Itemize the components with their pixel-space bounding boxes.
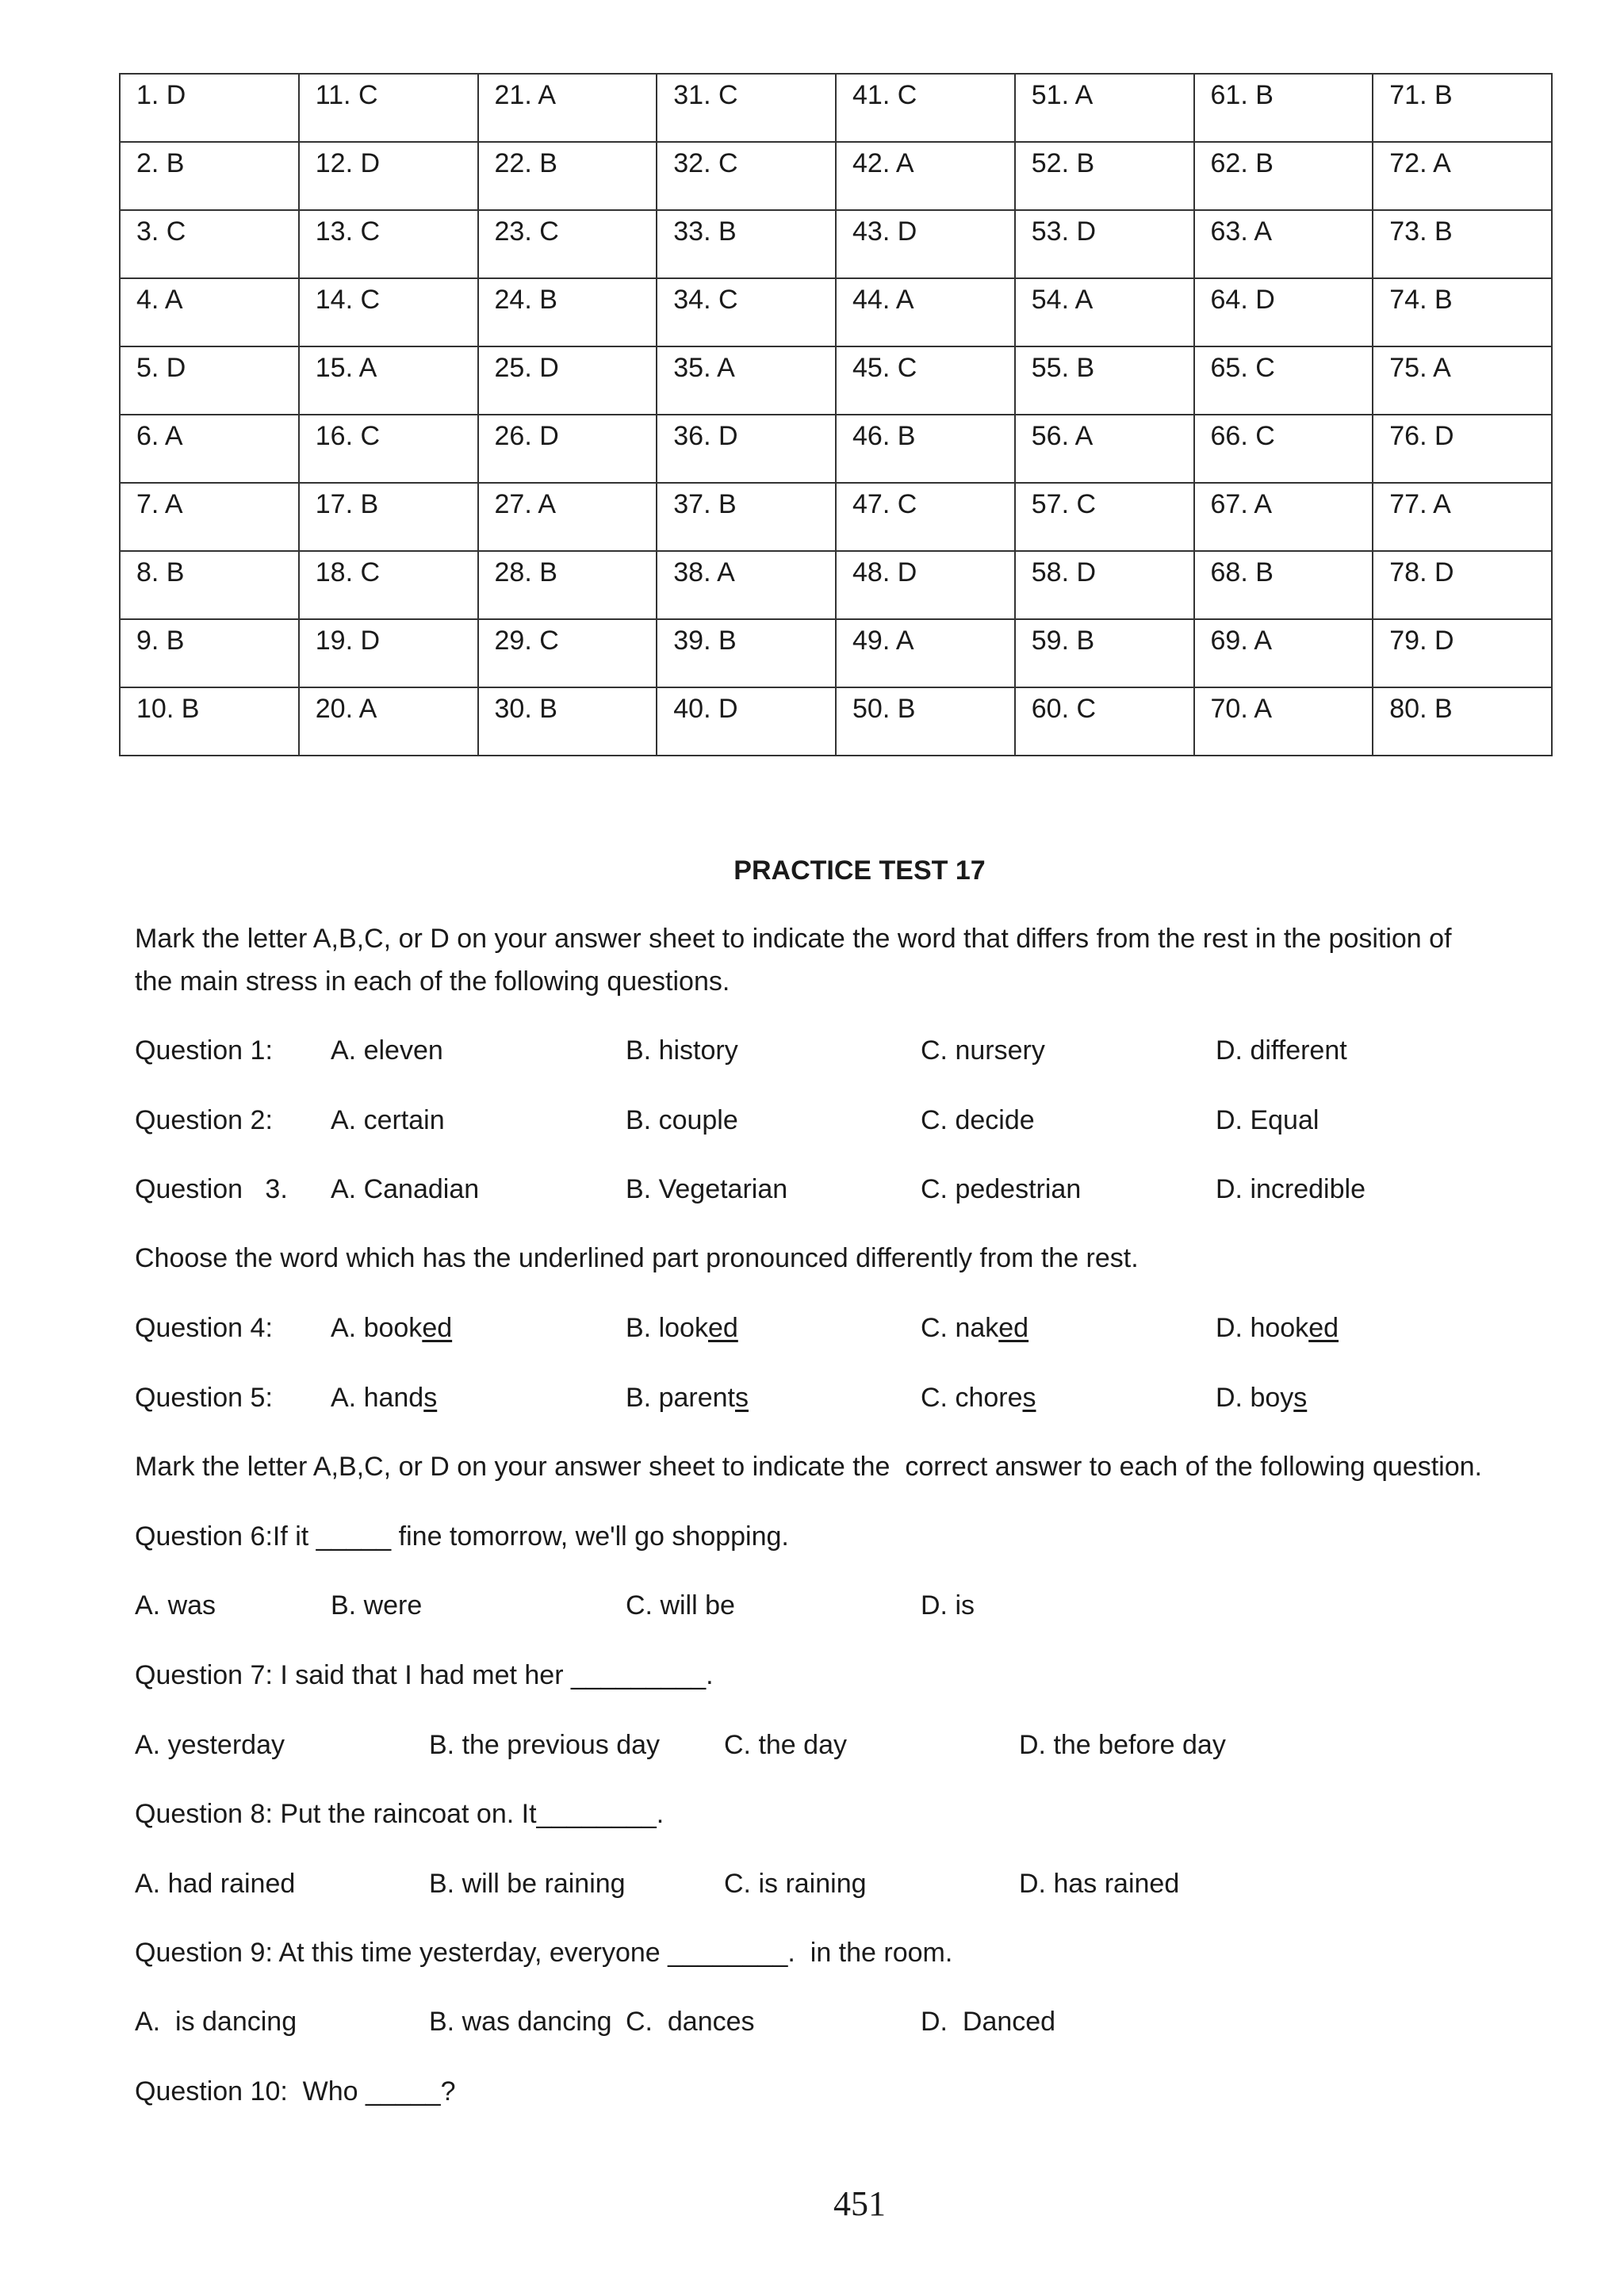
- answer-key-cell: 7. A: [120, 483, 299, 551]
- question-2-option-b: B. couple: [626, 1105, 738, 1135]
- question-1-option-a: A. eleven: [331, 1035, 443, 1066]
- question-8-text: Question 8: Put the raincoat on. It________.: [135, 1799, 665, 1829]
- question-5-option-d-underlined: s: [1293, 1383, 1308, 1413]
- section1-instruction-line1: Mark the letter A,B,C, or D on your answer sheet to indicate the word that differs from the rest in the position of: [135, 924, 1452, 954]
- answer-key-cell: 20. A: [299, 687, 478, 756]
- question-4-option-d-underlined: ed: [1308, 1313, 1339, 1343]
- answer-key-cell: 59. B: [1015, 619, 1194, 687]
- answer-key-cell: 55. B: [1015, 346, 1194, 415]
- answer-key-cell: 47. C: [836, 483, 1015, 551]
- question-2-option-d: D. Equal: [1216, 1105, 1320, 1135]
- answer-key-cell: 10. B: [120, 687, 299, 756]
- answer-key-cell: 41. C: [836, 74, 1015, 142]
- answer-key-cell: 77. A: [1373, 483, 1552, 551]
- answer-key-cell: 29. C: [478, 619, 657, 687]
- answer-key-row: [120, 551, 1552, 619]
- question-6-option-c: C. will be: [626, 1590, 735, 1621]
- answer-key-row: [120, 210, 1552, 278]
- question-5-label: Question 5:: [135, 1383, 273, 1413]
- answer-key-cell: 62. B: [1194, 142, 1373, 210]
- question-4-option-b-stem: B. look: [626, 1313, 708, 1343]
- question-3-option-c: C. pedestrian: [921, 1174, 1082, 1204]
- question-7-option-d: D. the before day: [1019, 1730, 1226, 1760]
- question-6-option-a: A. was: [135, 1590, 216, 1621]
- answer-key-cell: 45. C: [836, 346, 1015, 415]
- question-7-option-b: B. the previous day: [429, 1730, 661, 1760]
- question-7-option-a: A. yesterday: [135, 1730, 285, 1760]
- answer-key-cell: 38. A: [657, 551, 836, 619]
- answer-key-row: [120, 142, 1552, 210]
- answer-key-cell: 63. A: [1194, 210, 1373, 278]
- answer-key-cell: 15. A: [299, 346, 478, 415]
- question-8-option-c: C. is raining: [724, 1869, 867, 1899]
- question-5-option-c-underlined: s: [1022, 1383, 1036, 1413]
- answer-key-cell: 9. B: [120, 619, 299, 687]
- answer-key-cell: 36. D: [657, 415, 836, 483]
- answer-key-cell: 8. B: [120, 551, 299, 619]
- question-9-option-c: C. dances: [626, 2007, 755, 2037]
- answer-key-cell: 48. D: [836, 551, 1015, 619]
- answer-key-cell: 17. B: [299, 483, 478, 551]
- answer-key-cell: 6. A: [120, 415, 299, 483]
- answer-key-cell: 49. A: [836, 619, 1015, 687]
- answer-key-cell: 28. B: [478, 551, 657, 619]
- answer-key-cell: 39. B: [657, 619, 836, 687]
- answer-key-cell: 46. B: [836, 415, 1015, 483]
- answer-key-cell: 2. B: [120, 142, 299, 210]
- answer-key-row: [120, 687, 1552, 756]
- test-title: PRACTICE TEST 17: [733, 855, 986, 886]
- question-3-option-b: B. Vegetarian: [626, 1174, 788, 1204]
- answer-key-row: [120, 619, 1552, 687]
- question-4-option-a-underlined: ed: [422, 1313, 453, 1343]
- answer-key-cell: 44. A: [836, 278, 1015, 346]
- question-4-option-a-stem: A. book: [331, 1313, 423, 1343]
- answer-key-cell: 19. D: [299, 619, 478, 687]
- answer-key-cell: 40. D: [657, 687, 836, 756]
- question-2-option-a: A. certain: [331, 1105, 445, 1135]
- section2-instruction: Choose the word which has the underlined part pronounced differently from the rest.: [135, 1243, 1139, 1273]
- answer-key-cell: 33. B: [657, 210, 836, 278]
- answer-key-cell: 73. B: [1373, 210, 1552, 278]
- answer-key-cell: 23. C: [478, 210, 657, 278]
- question-1-option-d: D. different: [1216, 1035, 1347, 1066]
- answer-key-cell: 30. B: [478, 687, 657, 756]
- question-3-label: Question 3.: [135, 1174, 288, 1204]
- question-4-option-d: [1216, 1306, 1339, 1350]
- answer-key-cell: 4. A: [120, 278, 299, 346]
- answer-key-cell: 64. D: [1194, 278, 1373, 346]
- answer-key-cell: 56. A: [1015, 415, 1194, 483]
- answer-key-cell: 35. A: [657, 346, 836, 415]
- question-4-option-a: [331, 1306, 452, 1350]
- answer-key-row: [120, 278, 1552, 346]
- question-5-option-d-stem: D. boy: [1216, 1383, 1294, 1413]
- answer-key-cell: 42. A: [836, 142, 1015, 210]
- question-8-option-d: D. has rained: [1019, 1869, 1180, 1899]
- question-4-option-c-underlined: ed: [998, 1313, 1029, 1343]
- answer-key-row: [120, 346, 1552, 415]
- answer-key-cell: 61. B: [1194, 74, 1373, 142]
- question-7-text: Question 7: I said that I had met her _________.: [135, 1660, 714, 1690]
- question-5-option-a-stem: A. hand: [331, 1383, 424, 1413]
- answer-key-cell: 1. D: [120, 74, 299, 142]
- question-4-option-b: [626, 1306, 738, 1350]
- answer-key-cell: 50. B: [836, 687, 1015, 756]
- answer-key-cell: 13. C: [299, 210, 478, 278]
- question-8-option-a: A. had rained: [135, 1869, 296, 1899]
- answer-key-cell: 79. D: [1373, 619, 1552, 687]
- answer-key-cell: 26. D: [478, 415, 657, 483]
- question-5-option-c: [921, 1376, 1036, 1420]
- answer-key-cell: 80. B: [1373, 687, 1552, 756]
- answer-key-cell: 14. C: [299, 278, 478, 346]
- question-3-option-d: D. incredible: [1216, 1174, 1365, 1204]
- answer-key-cell: 11. C: [299, 74, 478, 142]
- answer-key-body: [120, 74, 1552, 756]
- answer-key-cell: 25. D: [478, 346, 657, 415]
- answer-key-cell: 24. B: [478, 278, 657, 346]
- answer-key-cell: 27. A: [478, 483, 657, 551]
- answer-key-table: [119, 73, 1553, 756]
- answer-key-cell: 58. D: [1015, 551, 1194, 619]
- question-9-text: Question 9: At this time yesterday, everyone ________. in the room.: [135, 1938, 953, 1968]
- question-1-option-c: C. nursery: [921, 1035, 1045, 1066]
- question-9-option-d: D. Danced: [921, 2007, 1056, 2037]
- question-8-option-b: B. will be raining: [429, 1869, 626, 1899]
- answer-key-cell: 68. B: [1194, 551, 1373, 619]
- answer-key-row: [120, 483, 1552, 551]
- answer-key-cell: 18. C: [299, 551, 478, 619]
- answer-key-cell: 12. D: [299, 142, 478, 210]
- answer-key-cell: 69. A: [1194, 619, 1373, 687]
- answer-key-cell: 5. D: [120, 346, 299, 415]
- answer-key-cell: 74. B: [1373, 278, 1552, 346]
- answer-key-cell: 51. A: [1015, 74, 1194, 142]
- answer-key-cell: 75. A: [1373, 346, 1552, 415]
- question-4-label: Question 4:: [135, 1313, 273, 1343]
- question-9-option-b: B. was dancing: [429, 2007, 612, 2037]
- question-5-option-b-underlined: s: [734, 1383, 749, 1413]
- answer-key-cell: 31. C: [657, 74, 836, 142]
- answer-key-cell: 43. D: [836, 210, 1015, 278]
- question-1-label: Question 1:: [135, 1035, 273, 1066]
- answer-key-cell: 16. C: [299, 415, 478, 483]
- answer-key-cell: 34. C: [657, 278, 836, 346]
- question-6-text: Question 6:If it _____ fine tomorrow, we'll go shopping.: [135, 1521, 789, 1552]
- answer-key-cell: 66. C: [1194, 415, 1373, 483]
- answer-key-cell: 72. A: [1373, 142, 1552, 210]
- question-2-label: Question 2:: [135, 1105, 273, 1135]
- question-5-option-c-stem: C. chore: [921, 1383, 1023, 1413]
- question-5-option-b-stem: B. parent: [626, 1383, 735, 1413]
- answer-key-cell: 57. C: [1015, 483, 1194, 551]
- answer-key-cell: 71. B: [1373, 74, 1552, 142]
- question-5-option-b: [626, 1376, 749, 1420]
- answer-key-cell: 67. A: [1194, 483, 1373, 551]
- answer-key-cell: 70. A: [1194, 687, 1373, 756]
- question-4-option-c-stem: C. nak: [921, 1313, 999, 1343]
- answer-key-cell: 78. D: [1373, 551, 1552, 619]
- question-4-option-c: [921, 1306, 1028, 1350]
- answer-key-cell: 3. C: [120, 210, 299, 278]
- question-2-option-c: C. decide: [921, 1105, 1035, 1135]
- answer-key-cell: 54. A: [1015, 278, 1194, 346]
- answer-key-cell: 52. B: [1015, 142, 1194, 210]
- question-4-option-b-underlined: ed: [707, 1313, 738, 1343]
- question-5-option-a-underlined: s: [423, 1383, 438, 1413]
- answer-key-row: [120, 74, 1552, 142]
- answer-key-cell: 32. C: [657, 142, 836, 210]
- answer-key-cell: 76. D: [1373, 415, 1552, 483]
- question-10-text: Question 10: Who _____?: [135, 2076, 456, 2107]
- question-4-option-d-stem: D. hook: [1216, 1313, 1309, 1343]
- answer-key-cell: 37. B: [657, 483, 836, 551]
- answer-key-cell: 60. C: [1015, 687, 1194, 756]
- answer-key-cell: 22. B: [478, 142, 657, 210]
- answer-key-cell: 65. C: [1194, 346, 1373, 415]
- answer-key-cell: 21. A: [478, 74, 657, 142]
- question-1-option-b: B. history: [626, 1035, 738, 1066]
- question-9-option-a: A. is dancing: [135, 2007, 297, 2037]
- question-6-option-b: B. were: [331, 1590, 423, 1621]
- answer-key-row: [120, 415, 1552, 483]
- question-3-option-a: A. Canadian: [331, 1174, 480, 1204]
- question-5-option-d: [1216, 1376, 1307, 1420]
- section3-instruction: Mark the letter A,B,C, or D on your answer sheet to indicate the correct answer to each of the following question.: [135, 1452, 1482, 1482]
- section1-instruction-line2: the main stress in each of the following questions.: [135, 966, 730, 997]
- question-6-option-d: D. is: [921, 1590, 975, 1621]
- answer-key-cell: 53. D: [1015, 210, 1194, 278]
- page-number: 451: [833, 2184, 886, 2223]
- question-5-option-a: [331, 1376, 437, 1420]
- question-7-option-c: C. the day: [724, 1730, 847, 1760]
